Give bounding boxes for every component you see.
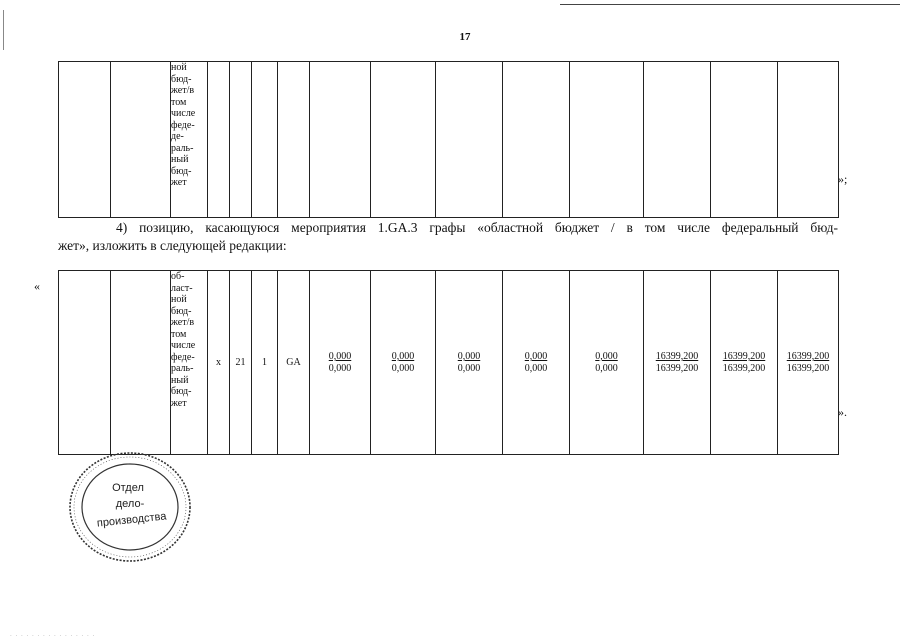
cell-empty xyxy=(644,62,711,218)
cell-finance-1: 0,000 0,000 xyxy=(310,271,371,455)
cell-empty xyxy=(252,62,278,218)
cell-empty xyxy=(570,62,644,218)
cell-empty xyxy=(230,62,252,218)
cell-finance-6: 16399,200 16399,200 xyxy=(644,271,711,455)
cell-code-3: 1 xyxy=(252,271,278,455)
cell-empty xyxy=(778,62,839,218)
cell-empty xyxy=(371,62,436,218)
cell-empty xyxy=(208,62,230,218)
stamp-line-3: производства xyxy=(96,510,168,530)
stamp-line-1: Отдел xyxy=(112,482,144,494)
cell-empty xyxy=(59,62,111,218)
page-number: 17 xyxy=(459,31,471,43)
top-rule xyxy=(560,4,900,5)
cell-empty xyxy=(711,62,778,218)
cell-empty xyxy=(59,271,111,455)
closing-quote-period: ». xyxy=(838,405,847,419)
footer-dots: . . . . . . . . . . . . . . . . xyxy=(10,630,96,638)
cell-finance-8: 16399,200 16399,200 xyxy=(778,271,839,455)
closing-quote-semicolon: »; xyxy=(838,172,848,186)
cell-code-4: GA xyxy=(278,271,310,455)
table-row xyxy=(59,271,839,455)
cell-empty xyxy=(436,62,503,218)
paragraph-line-1: 4) позицию, касающуюся мероприятия 1.GA.3 графы «областной бюджет / в том числе федеральный бюд- xyxy=(116,220,838,235)
cell-empty xyxy=(278,62,310,218)
left-margin-rule xyxy=(3,10,4,50)
table-continuation xyxy=(58,61,839,218)
stamp-line-2: дело- xyxy=(115,498,145,510)
paragraph-line-2: жет», изложить в следующей редакции: xyxy=(58,238,287,253)
cell-finance-5: 0,000 0,000 xyxy=(570,271,644,455)
cell-funding-source: ной бюд- жет/в том числе феде- де- раль- ный бюд- жет xyxy=(171,62,208,218)
cell-code-1: х xyxy=(208,271,230,455)
cell-funding-source: об- ласт- ной бюд- жет/в том числе феде- раль- ный бюд- жет xyxy=(171,271,208,455)
cell-empty xyxy=(111,62,171,218)
opening-quote: « xyxy=(34,279,40,293)
table-new-edition xyxy=(58,270,839,455)
cell-finance-7: 16399,200 16399,200 xyxy=(711,271,778,455)
cell-finance-4: 0,000 0,000 xyxy=(503,271,570,455)
cell-code-2: 21 xyxy=(230,271,252,455)
office-stamp xyxy=(62,445,198,565)
cell-empty xyxy=(310,62,371,218)
cell-empty xyxy=(503,62,570,218)
table-row xyxy=(59,62,839,218)
cell-finance-3: 0,000 0,000 xyxy=(436,271,503,455)
cell-finance-2: 0,000 0,000 xyxy=(371,271,436,455)
cell-empty xyxy=(111,271,171,455)
